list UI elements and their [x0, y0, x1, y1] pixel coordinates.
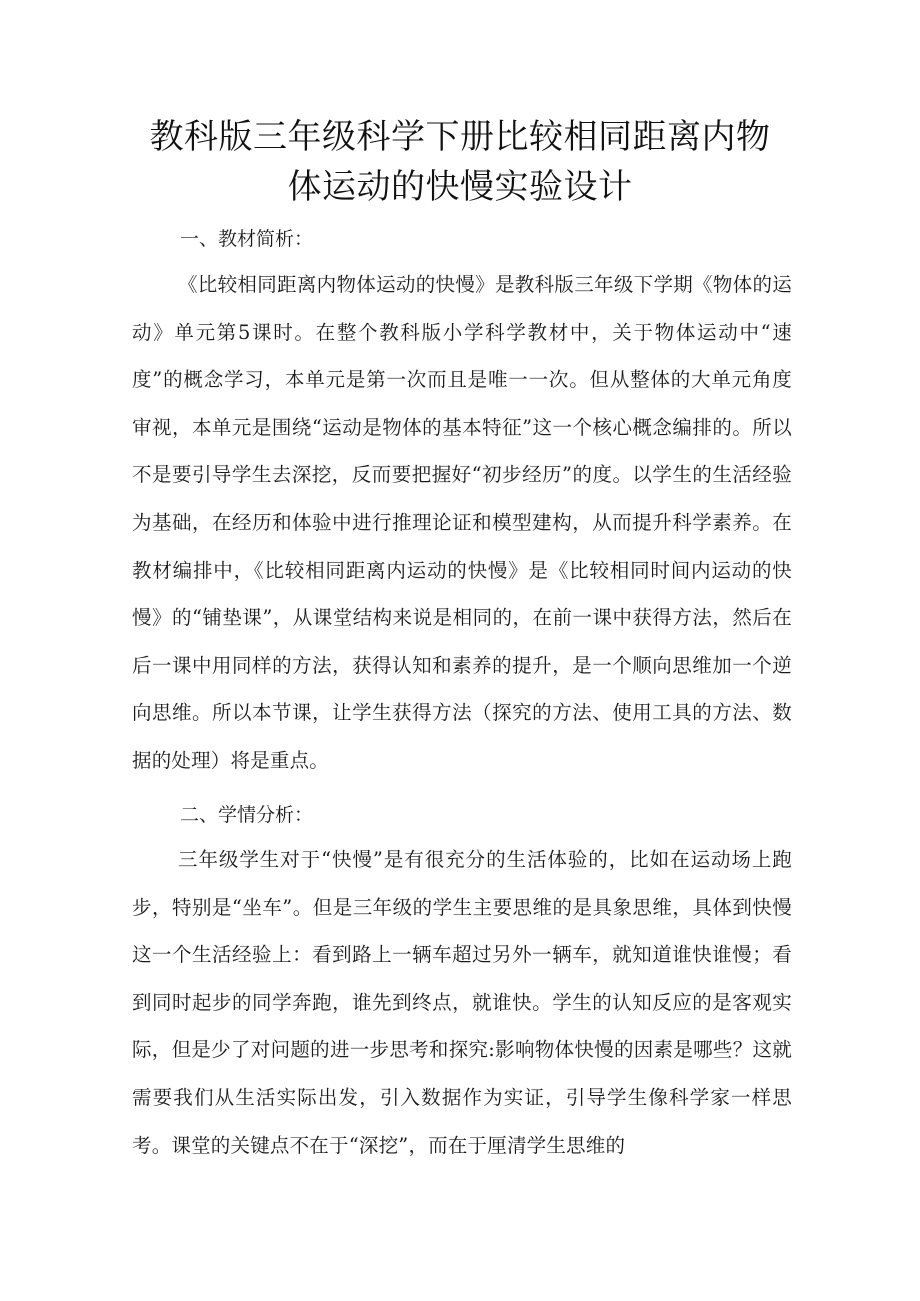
section-heading-textbook-analysis: 一、教材简析： — [180, 228, 314, 250]
section-paragraph-textbook-analysis: 《比较相同距离内物体运动的快慢》是教科版三年级下学期《物体的运动》单元第5课时。在整个教科版小学科学教材中，关于物体运动中“速度”的概念学习，本单元是第一次而且是唯一一次。但从整体的大单元角度审视，本单元是围绕“运动是物体的基本特征”这一个核心概念编排的。所以不是要引导学生去深挖，反而要把握好“初步经历”的度。以学生的生活经验为基础，在经历和体验中进行推理论证和模型建构，从而提升科学素养。在教材编排中，《比较相同距离内运动的快慢》是《比较相同时间内运动的快慢》的“铺垫课”，从课堂结构来说是相同的，在前一课中获得方法，然后在后一课中用同样的方法，获得认知和素养的提升，是一个顺向思维加一个逆向思维。所以本节课，让学生获得方法（探究的方法、使用工具的方法、数据的处理）将是重点。 — [132, 273, 792, 772]
section-paragraph-learner-analysis: 三年级学生对于“快慢”是有很充分的生活体验的，比如在运动场上跑步，特别是“坐车”。但是三年级的学生主要思维的是具象思维，具体到快慢这一个生活经验上：看到路上一辆车超过另外一辆车，就知道谁快谁慢；看到同时起步的同学奔跑，谁先到终点，就谁快。学生的认知反应的是客观实际，但是少了对问题的进一步思考和探究:影响物体快慢的因素是哪些？这就需要我们从生活实际出发，引入数据作为实证，引导学生像科学家一样思考。课堂的关键点不在于“深挖”，而在于厘清学生思维的 — [132, 848, 792, 1157]
document-title-line2: 体运动的快慢实验设计 — [287, 167, 633, 207]
document-title-line1: 教科版三年级科学下册比较相同距离内物 — [149, 117, 771, 157]
section-heading-learner-analysis: 二、学情分析： — [180, 804, 314, 826]
